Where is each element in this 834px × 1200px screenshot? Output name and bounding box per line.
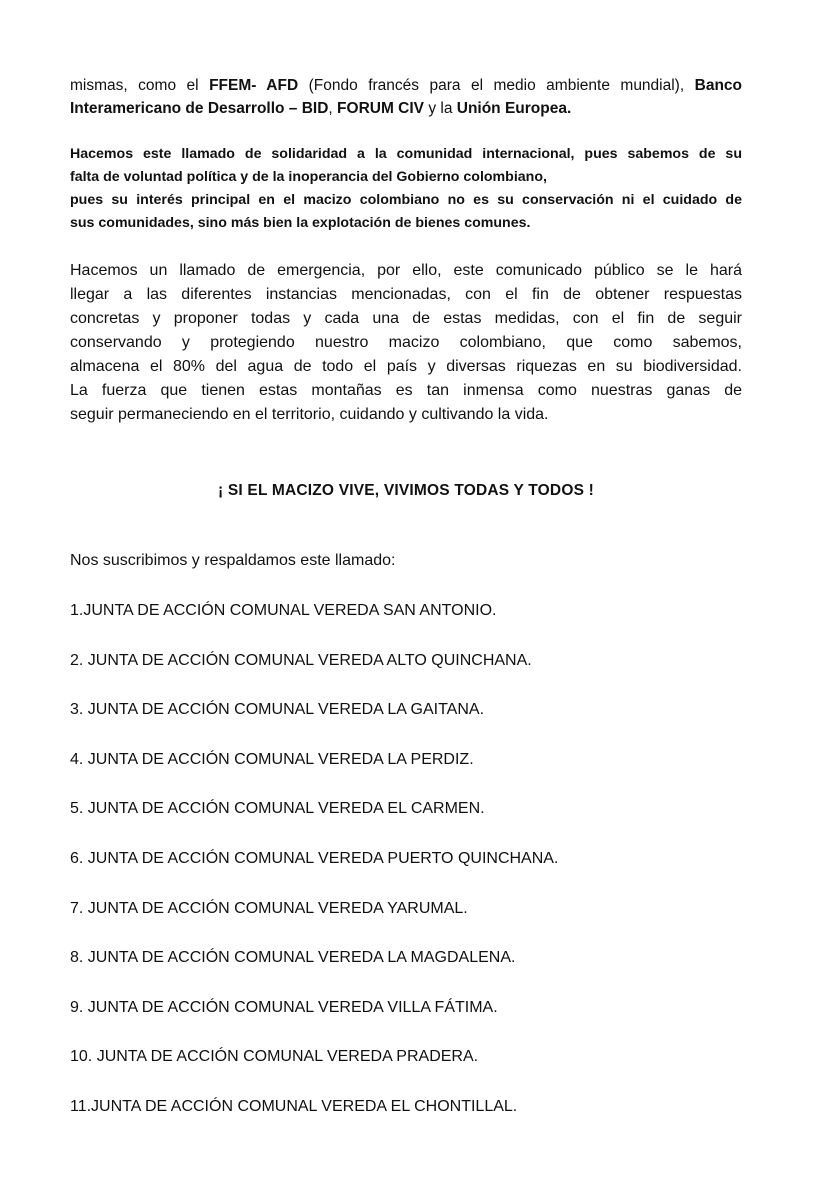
signatory-item: 1.JUNTA DE ACCIÓN COMUNAL VEREDA SAN ANTONIO. — [70, 602, 497, 619]
intro-org-banco: Banco — [694, 77, 742, 94]
solidarity-paragraph — [70, 143, 742, 235]
signatory-item: 8. JUNTA DE ACCIÓN COMUNAL VEREDA LA MAGDALENA. — [70, 949, 516, 967]
solidarity-line-2: falta de voluntad política y de la inoperancia del Gobierno colombiano, — [70, 169, 547, 185]
emergency-line-2: llegar a las diferentes instancias mencionadas, con el fin de obtener respuestas — [70, 286, 742, 303]
emergency-line-7: seguir permaneciendo en el territorio, cuidando y cultivando la vida. — [70, 406, 549, 423]
emergency-paragraph — [70, 259, 742, 427]
solidarity-line-4: sus comunidades, sino más bien la explotación de bienes comunes. — [70, 215, 531, 231]
document-page — [70, 74, 742, 1115]
solidarity-line-1: Hacemos este llamado de solidaridad a la comunidad internacional, pues sabemos de su — [70, 146, 742, 162]
signatory-item: 7. JUNTA DE ACCIÓN COMUNAL VEREDA YARUMAL. — [70, 899, 468, 917]
intro-line-1 — [70, 74, 742, 97]
intro-line-2 — [70, 97, 742, 120]
intro-org-bid: Interamericano de Desarrollo – BID — [70, 100, 329, 117]
emergency-line-6: La fuerza que tienen estas montañas es tan inmensa como nuestras ganas de — [70, 382, 742, 399]
intro-text-1: mismas, como el — [70, 77, 210, 94]
signatory-item: 5. JUNTA DE ACCIÓN COMUNAL VEREDA EL CARMEN. — [70, 800, 485, 818]
signatory-item: 6. JUNTA DE ACCIÓN COMUNAL VEREDA PUERTO QUINCHANA. — [70, 849, 559, 867]
solidarity-line-3: pues su interés principal en el macizo colombiano no es su conservación ni el cuidado de — [70, 192, 742, 208]
intro-text-3: , — [328, 100, 338, 117]
intro-org-ffem: FFEM- AFD — [209, 77, 299, 94]
intro-text-2: (Fondo francés para el medio ambiente mundial), — [298, 77, 695, 94]
emergency-line-3: concretas y proponer todas y cada una de estas medidas, con el fin de seguir — [70, 310, 742, 327]
signatory-item: 9. JUNTA DE ACCIÓN COMUNAL VEREDA VILLA FÁTIMA. — [70, 998, 498, 1016]
intro-org-forum: FORUM CIV — [337, 100, 425, 117]
emergency-line-5: almacena el 80% del agua de todo el país y diversas riquezas en su biodiversidad. — [70, 358, 742, 375]
slogan-heading: ¡ SI EL MACIZO VIVE, VIVIMOS TODAS Y TODOS ! — [218, 482, 594, 499]
intro-org-ue: Unión Europea. — [456, 100, 572, 117]
signatory-item: 11.JUNTA DE ACCIÓN COMUNAL VEREDA EL CHONTILLAL. — [70, 1097, 518, 1115]
signatory-item: 4. JUNTA DE ACCIÓN COMUNAL VEREDA LA PERDIZ. — [70, 750, 474, 768]
emergency-line-1: Hacemos un llamado de emergencia, por ello, este comunicado público se le hará — [70, 262, 742, 279]
signatory-item: 10. JUNTA DE ACCIÓN COMUNAL VEREDA PRADERA. — [70, 1048, 479, 1066]
signatories-list — [70, 600, 558, 1146]
subscribe-text: Nos suscribimos y respaldamos este llamado: — [70, 552, 396, 569]
signatory-item: 2. JUNTA DE ACCIÓN COMUNAL VEREDA ALTO QUINCHANA. — [70, 651, 532, 669]
intro-paragraph — [70, 74, 742, 120]
signatory-item: 3. JUNTA DE ACCIÓN COMUNAL VEREDA LA GAITANA. — [70, 701, 485, 719]
intro-text-4: y la — [424, 100, 457, 117]
emergency-line-4: conservando y protegiendo nuestro macizo colombiano, que como sabemos, — [70, 334, 742, 351]
